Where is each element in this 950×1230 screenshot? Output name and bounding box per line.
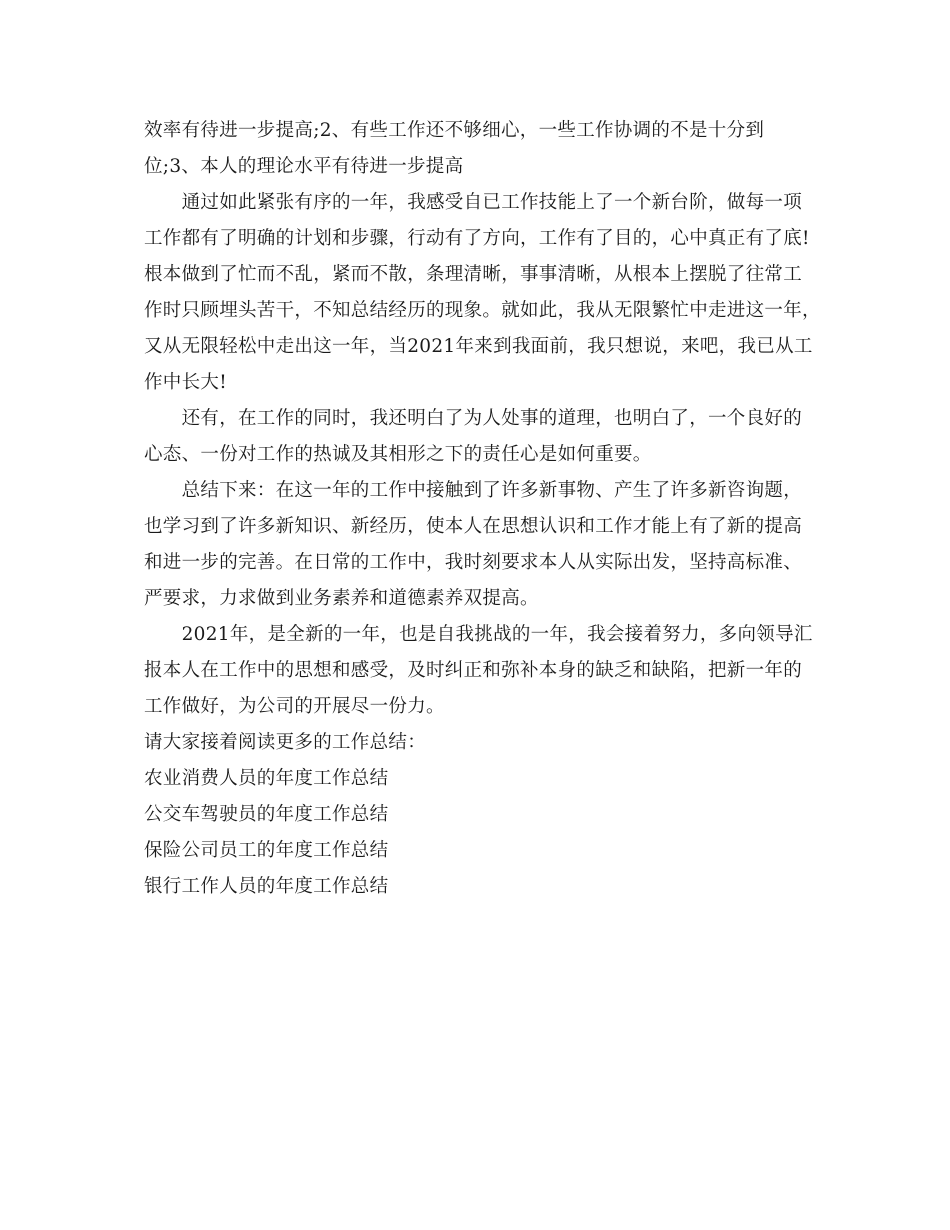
text-line: 严要求，力求做到业务素养和道德素养双提高。 (144, 588, 539, 609)
document-body (144, 113, 821, 905)
text-line: 还有，在工作的同时，我还明白了为人处事的道理，也明白了，一个良好的 (144, 408, 803, 429)
more-reading-intro: 请大家接着阅读更多的工作总结： (144, 732, 427, 753)
related-link[interactable]: 公交车驾驶员的年度工作总结 (144, 804, 389, 825)
text-line: 2021年，是全新的一年，也是自我挑战的一年，我会接着努力，多向领导汇 (144, 624, 813, 645)
text-line: 位;3、本人的理论水平有待进一步提高 (144, 156, 464, 177)
paragraph-summary (144, 473, 804, 617)
text-line: 工作都有了明确的计划和步骤，行动有了方向，工作有了目的，心中真正有了底! (144, 228, 810, 249)
text-line: 作时只顾埋头苦干，不知总结经历的现象。就如此，我从无限繁忙中走进这一年， (144, 300, 821, 321)
text-line: 和进一步的完善。在日常的工作中，我时刻要求本人从实际出发，坚持高标准、 (144, 552, 803, 573)
text-line: 工作做好，为公司的开展尽一份力。 (144, 696, 445, 717)
paragraph-outlook (144, 617, 813, 725)
text-line: 也学习到了许多新知识、新经历，使本人在思想认识和工作才能上有了新的提高 (144, 516, 803, 537)
paragraph-growth (144, 185, 821, 401)
paragraph-attitude (144, 401, 804, 473)
text-line: 报本人在工作中的思想和感受，及时纠正和弥补本身的缺乏和缺陷，把新一年的 (144, 660, 803, 681)
related-link[interactable]: 银行工作人员的年度工作总结 (144, 876, 389, 897)
text-line: 效率有待进一步提高;2、有些工作还不够细心，一些工作协调的不是十分到 (144, 120, 765, 141)
related-link[interactable]: 农业消费人员的年度工作总结 (144, 768, 389, 789)
text-line: 又从无限轻松中走出这一年，当2021年来到我面前，我只想说，来吧，我已从工 (144, 336, 813, 357)
text-line: 作中长大! (144, 372, 227, 393)
paragraph-improvements (144, 113, 804, 185)
related-links-list (144, 761, 804, 905)
related-link[interactable]: 保险公司员工的年度工作总结 (144, 840, 389, 861)
text-line: 根本做到了忙而不乱，紧而不散，条理清晰，事事清晰，从根本上摆脱了往常工 (144, 264, 803, 285)
text-line: 总结下来：在这一年的工作中接触到了许多新事物、产生了许多新咨询题， (144, 480, 803, 501)
text-line: 心态、一份对工作的热诚及其相形之下的责任心是如何重要。 (144, 444, 652, 465)
text-line: 通过如此紧张有序的一年，我感受自已工作技能上了一个新台阶，做每一项 (144, 192, 803, 213)
